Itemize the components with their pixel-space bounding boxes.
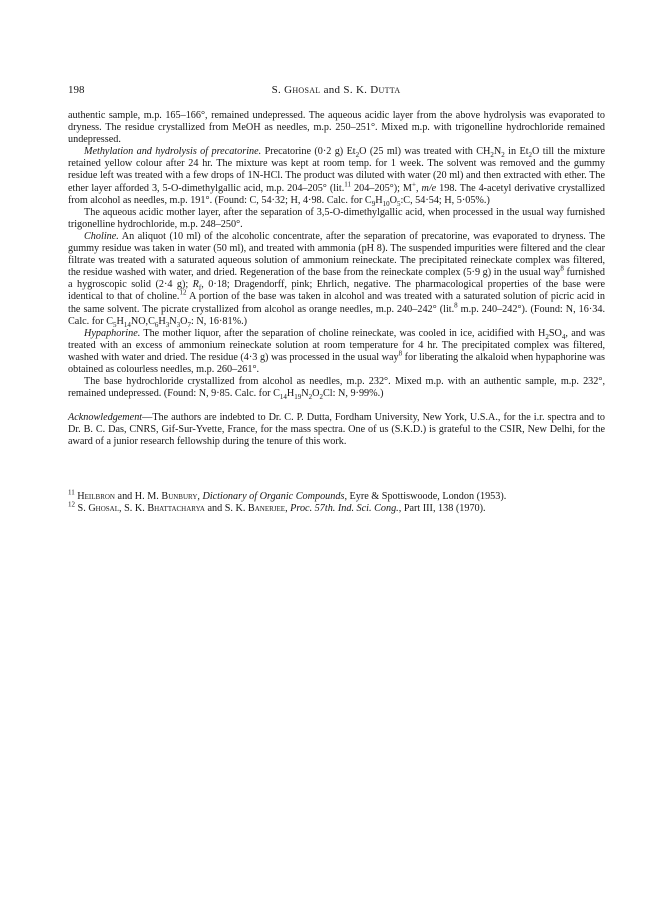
subscript: 3 [165,320,170,329]
acknowledgement-title: Acknowledgement [68,412,143,424]
reference-author: Heilbron [77,491,115,502]
subscript: 10 [382,199,390,208]
subscript: 5 [112,320,117,329]
text-run: :C, 54·54; H, 5·05%.) [400,194,490,206]
paragraph-hypaphorine [68,328,605,376]
paragraph-trigonelline: The aqueous acidic mother layer, after the separation of 3,5-O-dimethylgallic acid, when processed in the usual way furnished trigonelline hydrochloride, m.p. 248–250°. [68,206,605,230]
paragraph-spacer [68,400,605,412]
text-run: N [301,388,309,400]
citation-ref: 8 [398,349,403,358]
text-run: O [389,194,397,206]
text-run: , S. K. [119,503,148,515]
subscript: 5 [396,199,401,208]
paragraph-hydrolysis-continued: authentic sample, m.p. 165–166°, remained undepressed. The aqueous acidic layer from the above hydrolysis was evaporated to dryness. The residue crystallized from MeOH as needles, m.p. 250–251°. Mixed m.p. with trigonelline hydrochloride remained undepressed. [68,110,605,146]
subscript: f [198,284,202,293]
text-run: , Part III, 138 (1970). [398,503,486,515]
reference-title: Dictionary of Organic Compounds [202,491,345,502]
text-run: S. [75,503,89,515]
subscript: 2 [308,393,313,402]
reference-author: Bunbury [161,491,198,502]
page-header [68,84,604,98]
conjunction: and [323,84,341,96]
author-name: S. Ghosal [271,84,321,96]
reference-author: Ghosal [88,503,120,515]
text-run: An aliquot (10 ml) of the alcoholic concentrate, after the separation of precatorine, was evaporated to dryness. The gummy residue was taken in water (50 ml), and treated with ammonia (pH 8). The suspended impurities were filtered and the clear filtrate was treated with a saturated aqueous solution of ammonium reineckate. The precipitated reineckate complex was filtered, the residue washed with water, and dried. Regeneration of the base from the reineckate complex (5·9 g) in the usual way [68,230,605,279]
text-run: , [197,491,203,502]
section-title-methylation: Methylation and hydrolysis of precatorine. [84,146,262,158]
text-run: , [285,503,291,515]
text-run: O [312,388,320,400]
paragraph-choline [68,231,605,328]
superscript: + [412,180,416,189]
reference-11 [68,488,605,503]
text-run: in Et [504,146,529,158]
text-run: Cl: N, 9·99%.) [323,388,384,400]
text-run: 204–205°); M [351,182,412,194]
citation-ref: 11 [344,180,352,189]
text-run: O [180,315,188,327]
text-run-italic: R [192,279,199,291]
subscript: 2 [490,151,494,160]
subscript: 3 [176,320,181,329]
subscript: 2 [319,393,323,402]
text-run: 198. The 4-acetyl derivative crystallized from alcohol as needles, m.p. 191°. (Found: C, 54·32; H, 4·98. Calc. for C [68,182,605,206]
references [68,488,605,516]
text-run: H [375,194,383,206]
text-run: —The authors are indebted to Dr. C. P. Dutta, Fordham University, New York, U.S.A., for the i.r. spectra and to Dr. B. C. Das, CNRS, Gif-Sur-Yvette, France, for the mass spectra. One of us (S.K.D.) is grateful to the CSIR, New Delhi, for the award of a junior research fellowship during the tenure of this work. [68,412,605,448]
reference-author: Banerjee [247,503,286,515]
text-run: O (25 ml) was treated with CH [359,146,491,158]
text-run: Precatorine (0·2 g) Et [261,146,356,158]
text-run: , 0·18; Dragendorff, pink; Ehrlich, negative. The pharmacological properties of the base were identical to that of choline. [68,279,605,303]
subscript: 4 [561,332,566,341]
section-title-hypaphorine: Hypaphorine. [84,327,141,339]
text-run: The mother liquor, after the separation of choline reineckate, was cooled in ice, acidified with H [140,327,546,339]
citation-ref: 8 [454,301,458,310]
text-run: H [116,315,124,327]
text-run: O till the mixture retained yellow colour after 24 hr. The mixture was kept at room temp. for 1 week. The solvent was removed and the gummy residue left was treated with a few drops of 1N-HCl. The product was diluted with water (20 ml) and then extracted with ether. The ether layer afforded 3, 5-O-dimethylgallic acid, m.p. 204–205° (lit. [68,146,606,194]
subscript: 19 [294,393,302,402]
subscript: 14 [123,320,131,329]
reference-journal: Proc. 57th. Ind. Sci. Cong. [290,503,399,515]
subscript: 2 [501,151,505,160]
text-run: N [493,146,502,158]
page-number: 198 [68,84,85,96]
text-run: , [415,182,422,194]
text-run: H [158,315,166,327]
subscript: 2 [528,151,533,160]
acknowledgement [68,412,605,448]
subscript: 6 [154,320,159,329]
text-run: , Eyre & Spottiswoode, London (1953). [344,491,507,502]
running-head [68,84,604,96]
author-name: S. K. Dutta [343,84,401,96]
text-run: for liberating the alkaloid when hypaphorine was obtained as colourless needles, m.p. 260–261°. [68,351,605,375]
subscript: 7 [187,320,191,329]
text-run: A portion of the base was taken in alcohol and was treated with a saturated solution of picric acid in the same solvent. The picrate crystallized from alcohol as orange needles, m.p. 240–242° (lit. [68,291,605,315]
text-run-italic: m/e [421,182,437,194]
reference-number: 11 [68,488,75,497]
text-run: SO [548,327,562,339]
citation-ref: 12 [179,289,187,298]
subscript: 2 [355,151,360,160]
paragraph-methylation [68,146,605,206]
section-title-choline: Choline. [84,230,119,242]
paragraph-hydrochloride [68,376,605,400]
reference-number: 12 [68,500,75,509]
text-run: The base hydrochloride crystallized from alcohol as needles, m.p. 232°. Mixed m.p. with an authentic sample, m.p. 232°, remained undepressed. (Found: N, 9·85. Calc. for C [68,376,605,400]
text-run: , and was treated with an excess of ammonium reineckate solution at room temperature for 4 hr. The precipitated complex was filtered, washed with water and dried. The residue (4·3 g) was processed in the usual way [68,327,605,363]
text-run: and H. M. [115,491,162,502]
citation-ref: 8 [560,264,564,273]
subscript: 14 [279,393,287,402]
text-run: and S. K. [204,503,248,515]
reference-author: Bhattacharya [147,503,205,515]
body-text [68,110,605,449]
subscript: 2 [545,332,549,341]
text-run: : N, 16·81%.) [190,315,248,327]
text-run: N [169,315,177,327]
text-run: NO,C [130,315,155,327]
text-run: H [286,388,295,400]
text-run: furnished a hygroscopic solid (2·4 g); [68,267,605,291]
text-run: m.p. 240–242°). (Found: N, 16·34. Calc. for C [68,303,605,327]
subscript: 9 [371,199,376,208]
reference-12 [68,500,605,515]
